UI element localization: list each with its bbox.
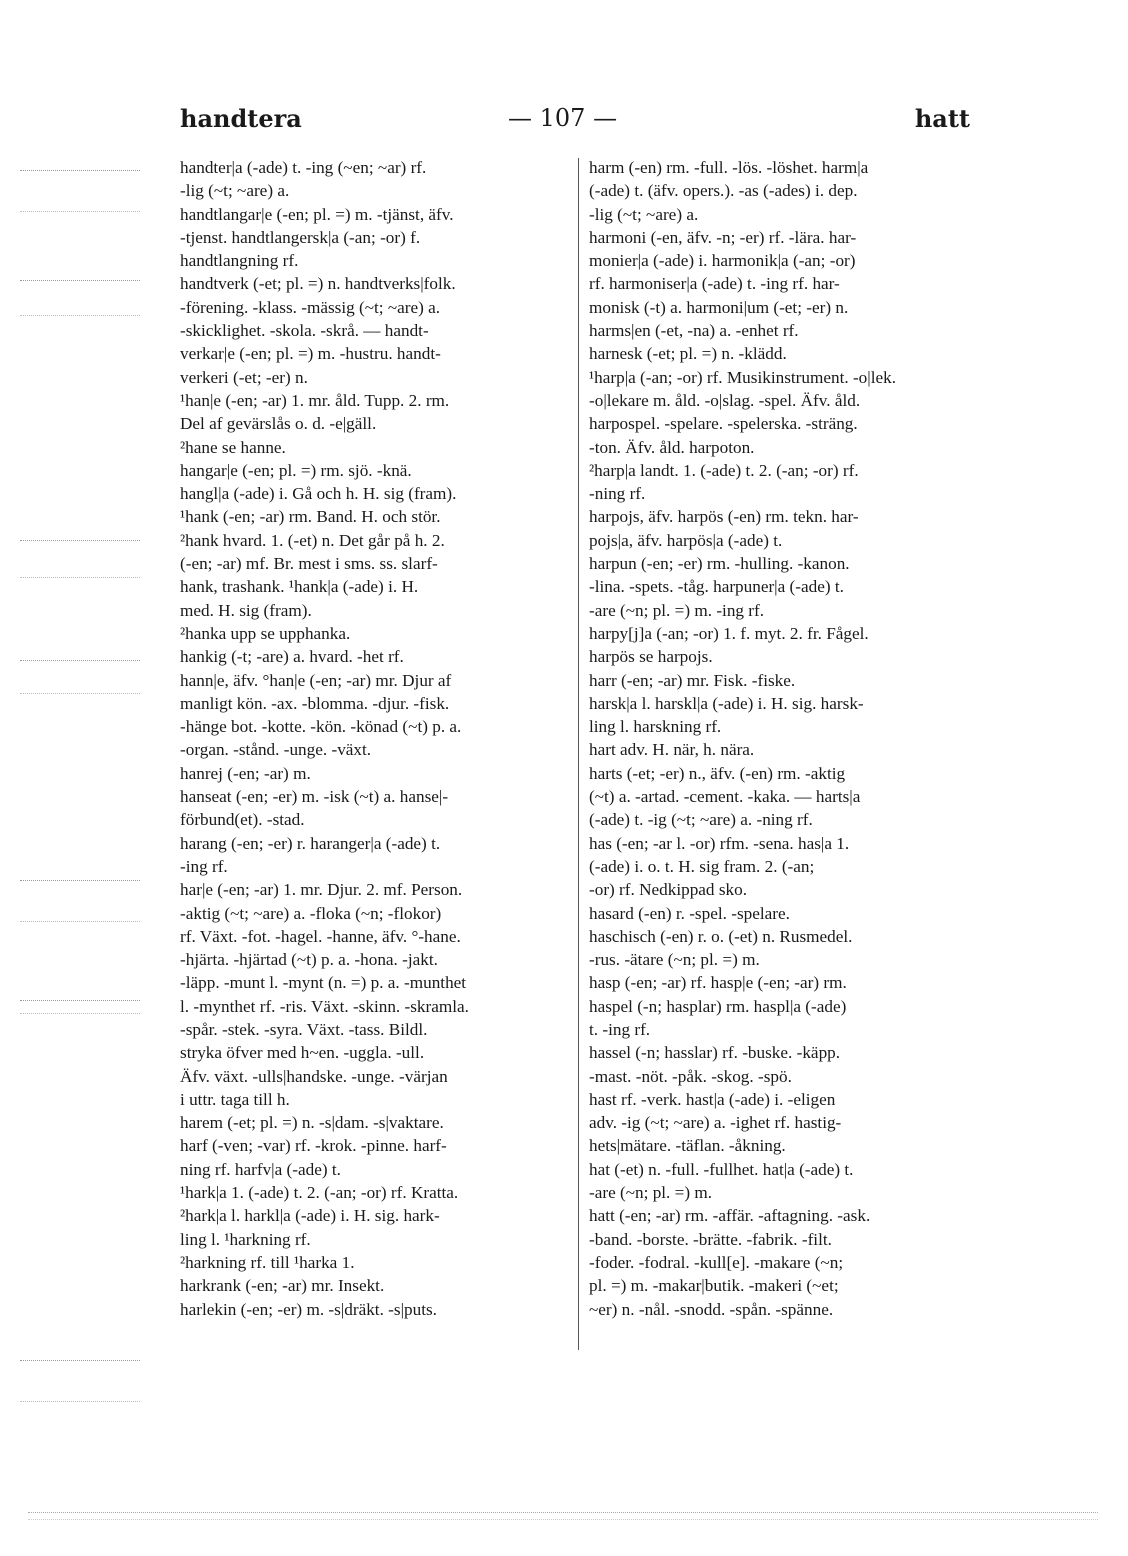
dictionary-line: -mast. -nöt. -påk. -skog. -spö. — [589, 1066, 792, 1086]
dictionary-line: hanrej (-en; -ar) m. — [180, 763, 311, 783]
dictionary-line: hann|e, äfv. °han|e (-en; -ar) mr. Djur af — [180, 670, 452, 690]
dictionary-line: verkeri (-et; -er) n. — [180, 367, 308, 387]
dictionary-line: hatt (-en; -ar) rm. -affär. -aftagning. -ask. — [589, 1206, 871, 1226]
dictionary-line: -are (~n; pl. =) m. — [589, 1183, 713, 1203]
dictionary-line: harr (-en; -ar) mr. Fisk. -fiske. — [589, 670, 796, 690]
dictionary-line: hankig (-t; -are) a. hvard. -het rf. — [180, 647, 404, 667]
dictionary-line: med. H. sig (fram). — [180, 600, 312, 620]
dictionary-line: -lina. -spets. -tåg. harpuner|a (-ade) t. — [589, 577, 844, 597]
dictionary-line: l. -mynthet rf. -ris. Växt. -skinn. -skramla. — [180, 996, 469, 1016]
dictionary-line: hangar|e (-en; pl. =) rm. sjö. -knä. — [180, 460, 412, 480]
dictionary-line: harm (-en) rm. -full. -lös. -löshet. harm|a — [589, 158, 869, 177]
dictionary-line: harf (-ven; -var) rf. -krok. -pinne. harf- — [180, 1136, 447, 1156]
dictionary-line: -or) rf. Nedkippad sko. — [589, 880, 747, 900]
scan-edge-noise — [20, 170, 140, 212]
dictionary-line: (-en; -ar) mf. Br. mest i sms. ss. slarf- — [180, 554, 438, 574]
dictionary-line: -tjenst. handtlangersk|a (-an; -or) f. — [180, 227, 421, 247]
scan-bottom-noise — [28, 1512, 1098, 1520]
dictionary-line: -foder. -fodral. -kull[e]. -makare (~n; — [589, 1252, 844, 1272]
dictionary-line: ²harkning rf. till ¹harka 1. — [180, 1252, 355, 1272]
dictionary-line: harkrank (-en; -ar) mr. Insekt. — [180, 1276, 385, 1296]
dictionary-line: -hjärta. -hjärtad (~t) p. a. -hona. -jakt. — [180, 950, 438, 970]
dictionary-line: monisk (-t) a. harmoni|um (-et; -er) n. — [589, 297, 849, 317]
dictionary-line: harsk|a l. harskl|a (-ade) i. H. sig. harsk- — [589, 693, 864, 713]
dictionary-line: -spår. -stek. -syra. Växt. -tass. Bildl. — [180, 1019, 428, 1039]
dictionary-line: -band. -borste. -brätte. -fabrik. -filt. — [589, 1229, 832, 1249]
dictionary-line: ning rf. harfv|a (-ade) t. — [180, 1159, 341, 1179]
dictionary-line: hat (-et) n. -full. -fullhet. hat|a (-ade) t. — [589, 1159, 854, 1179]
dictionary-line: -rus. -ätare (~n; pl. =) m. — [589, 950, 760, 970]
dictionary-line: harang (-en; -er) r. haranger|a (-ade) t. — [180, 833, 441, 853]
dictionary-line: ¹han|e (-en; -ar) 1. mr. åld. Tupp. 2. rm. — [180, 390, 450, 410]
dictionary-line: -organ. -stånd. -unge. -växt. — [180, 740, 372, 760]
dictionary-line: (-ade) t. (äfv. opers.). -as (-ades) i. dep. — [589, 181, 858, 201]
dictionary-line: harpös se harpojs. — [589, 647, 713, 667]
dictionary-line: -skicklighet. -skola. -skrå. — handt- — [180, 321, 429, 341]
dictionary-line: has (-en; -ar l. -or) rfm. -sena. has|a 1. — [589, 833, 850, 853]
dictionary-line: ²hane se hanne. — [180, 437, 286, 457]
dictionary-line: hart adv. H. när, h. nära. — [589, 740, 755, 760]
dictionary-line: har|e (-en; -ar) 1. mr. Djur. 2. mf. Person. — [180, 880, 463, 900]
dictionary-line: handtlangning rf. — [180, 251, 299, 271]
dictionary-line: ²harp|a landt. 1. (-ade) t. 2. (-an; -or) rf. — [589, 460, 859, 480]
dictionary-line: -förening. -klass. -mässig (~t; ~are) a. — [180, 297, 441, 317]
dictionary-line: hets|mätare. -täflan. -åkning. — [589, 1136, 786, 1156]
scan-edge-noise — [20, 540, 140, 578]
dictionary-line: harnesk (-et; pl. =) n. -klädd. — [589, 344, 787, 364]
dictionary-line: (~t) a. -artad. -cement. -kaka. — harts|a — [589, 787, 861, 807]
dictionary-line: förbund(et). -stad. — [180, 810, 305, 830]
dictionary-line: ¹harp|a (-an; -or) rf. Musikinstrument. -o|lek. — [589, 367, 896, 387]
dictionary-line: haspel (-n; hasplar) rm. haspl|a (-ade) — [589, 996, 847, 1016]
column-divider — [578, 158, 579, 1350]
dictionary-line: hangl|a (-ade) i. Gå och h. H. sig (fram). — [180, 484, 457, 504]
dictionary-line: ²hanka upp se upphanka. — [180, 623, 351, 643]
dictionary-line: -hänge bot. -kotte. -kön. -könad (~t) p. a. — [180, 717, 462, 737]
left-column — [180, 156, 574, 1321]
dictionary-line: ling l. harskning rf. — [589, 717, 722, 737]
dictionary-line: ling l. ¹harkning rf. — [180, 1229, 311, 1249]
dictionary-line: handtlangar|e (-en; pl. =) m. -tjänst, äfv. — [180, 204, 454, 224]
dictionary-line: Del af gevärslås o. d. -e|gäll. — [180, 414, 377, 434]
dictionary-line: manligt kön. -ax. -blomma. -djur. -fisk. — [180, 693, 450, 713]
dictionary-line: ¹hank (-en; -ar) rm. Band. H. och stör. — [180, 507, 441, 527]
dictionary-line: monier|a (-ade) i. harmonik|a (-an; -or) — [589, 251, 856, 271]
dictionary-line: harem (-et; pl. =) n. -s|dam. -s|vaktare. — [180, 1113, 444, 1133]
header-right-guideword: hatt — [914, 104, 970, 133]
dictionary-line: -lig (~t; ~are) a. — [180, 181, 290, 201]
dictionary-line: hasard (-en) r. -spel. -spelare. — [589, 903, 790, 923]
dictionary-line: harpojs, äfv. harpös (-en) rm. tekn. har- — [589, 507, 859, 527]
dictionary-line: ²hark|a l. harkl|a (-ade) i. H. sig. hark- — [180, 1206, 440, 1226]
dictionary-line: hanseat (-en; -er) m. -isk (~t) a. hanse|- — [180, 787, 449, 807]
dictionary-line: haschisch (-en) r. o. (-et) n. Rusmedel. — [589, 926, 853, 946]
dictionary-line: handter|a (-ade) t. -ing (~en; ~ar) rf. — [180, 158, 427, 177]
dictionary-line: -läpp. -munt l. -mynt (n. =) p. a. -munthet — [180, 973, 467, 993]
dictionary-line: ²hank hvard. 1. (-et) n. Det går på h. 2. — [180, 530, 445, 550]
dictionary-line: adv. -ig (~t; ~are) a. -ighet rf. hastig- — [589, 1113, 842, 1133]
dictionary-line: hast rf. -verk. hast|a (-ade) i. -eligen — [589, 1089, 836, 1109]
dictionary-line: hank, trashank. ¹hank|a (-ade) i. H. — [180, 577, 419, 597]
scan-edge-noise — [20, 280, 140, 316]
page-header — [180, 104, 970, 140]
scan-edge-noise — [20, 1000, 140, 1014]
scan-edge-noise — [20, 660, 140, 694]
dictionary-line: -ning rf. — [589, 484, 646, 504]
dictionary-line: hassel (-n; hasslar) rf. -buske. -käpp. — [589, 1043, 841, 1063]
scan-edge-noise — [20, 1360, 140, 1402]
dictionary-line: (-ade) i. o. t. H. sig fram. 2. (-an; — [589, 856, 815, 876]
dictionary-line: ~er) n. -nål. -snodd. -spån. -spänne. — [589, 1299, 834, 1319]
dictionary-line: stryka öfver med h~en. -uggla. -ull. — [180, 1043, 425, 1063]
dictionary-line: Äfv. växt. -ulls|handske. -unge. -värjan — [180, 1066, 448, 1086]
dictionary-line: rf. harmoniser|a (-ade) t. -ing rf. har- — [589, 274, 840, 294]
scan-edge-noise — [20, 880, 140, 922]
dictionary-line: handtverk (-et; pl. =) n. handtverks|folk. — [180, 274, 456, 294]
dictionary-line: -aktig (~t; ~are) a. -floka (~n; -flokor) — [180, 903, 442, 923]
dictionary-line: t. -ing rf. — [589, 1019, 651, 1039]
dictionary-line: harpy[j]a (-an; -or) 1. f. myt. 2. fr. Fågel. — [589, 623, 869, 643]
dictionary-line: harpun (-en; -er) rm. -hulling. -kanon. — [589, 554, 850, 574]
dictionary-line: rf. Växt. -fot. -hagel. -hanne, äfv. °-hane. — [180, 926, 461, 946]
dictionary-line: -ing rf. — [180, 856, 228, 876]
dictionary-line: -o|lekare m. åld. -o|slag. -spel. Äfv. åld. — [589, 390, 861, 410]
header-left-guideword: handtera — [180, 104, 302, 133]
dictionary-line: harlekin (-en; -er) m. -s|dräkt. -s|puts. — [180, 1299, 437, 1319]
dictionary-line: harpospel. -spelare. -spelerska. -sträng. — [589, 414, 858, 434]
dictionary-line: i uttr. taga till h. — [180, 1089, 290, 1109]
dictionary-line: pojs|a, äfv. harpös|a (-ade) t. — [589, 530, 783, 550]
dictionary-line: ¹hark|a 1. (-ade) t. 2. (-an; -or) rf. Kratta. — [180, 1183, 459, 1203]
dictionary-line: harmoni (-en, äfv. -n; -er) rf. -lära. har- — [589, 227, 857, 247]
page-number: — 107 — — [508, 104, 618, 132]
dictionary-line: verkar|e (-en; pl. =) m. -hustru. handt- — [180, 344, 441, 364]
dictionary-line: (-ade) t. -ig (~t; ~are) a. -ning rf. — [589, 810, 813, 830]
right-column — [589, 156, 977, 1321]
dictionary-line: harts (-et; -er) n., äfv. (-en) rm. -aktig — [589, 763, 846, 783]
dictionary-line: -lig (~t; ~are) a. — [589, 204, 699, 224]
dictionary-line: harms|en (-et, -na) a. -enhet rf. — [589, 321, 799, 341]
dictionary-line: pl. =) m. -makar|butik. -makeri (~et; — [589, 1276, 839, 1296]
dictionary-line: hasp (-en; -ar) rf. hasp|e (-en; -ar) rm. — [589, 973, 847, 993]
dictionary-line: -ton. Äfv. åld. harpoton. — [589, 437, 755, 457]
dictionary-line: -are (~n; pl. =) m. -ing rf. — [589, 600, 765, 620]
